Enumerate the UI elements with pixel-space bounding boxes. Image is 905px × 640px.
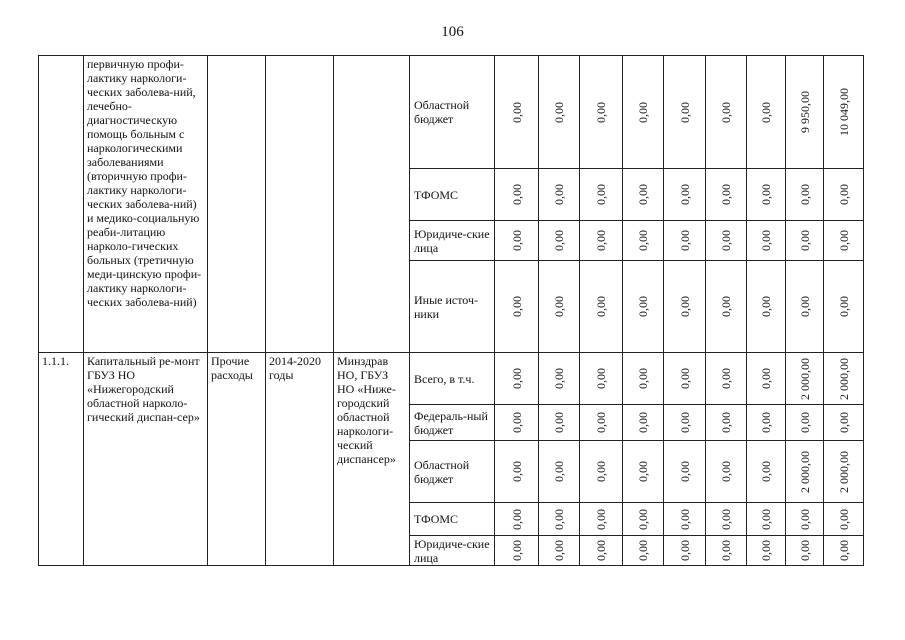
value-cell <box>747 169 786 221</box>
value-text: 0,00 <box>636 230 650 251</box>
value-cell <box>495 353 539 405</box>
value-text: 0,00 <box>594 101 608 123</box>
value-cell <box>747 56 786 169</box>
value-cell <box>539 405 580 441</box>
value-text: 0,00 <box>719 296 733 317</box>
value-text: 10 049,00 <box>836 88 851 136</box>
value-text: 0,00 <box>552 540 566 561</box>
value-cell <box>786 405 824 441</box>
value-cell <box>786 536 824 566</box>
value-cell <box>664 169 706 221</box>
expense-type: Прочие расходы <box>208 353 266 566</box>
value-cell <box>786 353 824 405</box>
value-cell <box>786 261 824 353</box>
value-cell <box>747 221 786 261</box>
value-text: 0,00 <box>594 230 608 251</box>
value-cell <box>495 441 539 503</box>
value-cell <box>706 169 747 221</box>
value-text: 0,00 <box>836 184 851 205</box>
table-row <box>39 56 904 169</box>
value-cell <box>706 405 747 441</box>
value-cell <box>495 221 539 261</box>
value-text: 0,00 <box>509 296 524 317</box>
value-cell <box>824 221 864 261</box>
value-text: 0,00 <box>719 368 733 389</box>
value-cell <box>623 503 664 536</box>
measure-description: Капитальный ре-монт ГБУЗ НО «Нижегородский областной нарколо-гический диспан-сер» <box>84 353 208 566</box>
value-cell <box>580 353 623 405</box>
value-cell <box>539 503 580 536</box>
value-text: 0,00 <box>509 508 524 530</box>
value-cell <box>539 536 580 566</box>
value-text: 0,00 <box>552 368 566 389</box>
value-text: 0,00 <box>677 101 692 123</box>
value-cell <box>786 169 824 221</box>
value-text: 0,00 <box>594 461 608 482</box>
value-text: 0,00 <box>759 368 773 389</box>
measure-description: первичную профи-лактику наркологи-ческих заболева-ний, лечебно-диагностическую помощь больным с наркологическими заболеваниями (вторичную профи-лактику наркологи-ческих заболева-ний) и медико-социальную реаби-литацию нарколо-гических больных (третичную меди-цинскую профи-лактику наркологи-ческих заболева-ний) <box>84 56 208 353</box>
value-text: 0,00 <box>677 412 692 433</box>
value-cell <box>824 405 864 441</box>
funding-source: Областной бюджет <box>410 56 495 169</box>
value-text: 0,00 <box>677 508 692 530</box>
value-cell <box>747 441 786 503</box>
value-text: 2 000,00 <box>797 357 812 400</box>
value-text: 0,00 <box>719 101 733 123</box>
value-text: 0,00 <box>552 101 566 123</box>
value-cell <box>539 221 580 261</box>
value-text: 0,00 <box>719 508 733 530</box>
value-cell <box>664 503 706 536</box>
value-text: 0,00 <box>836 540 851 561</box>
value-cell <box>580 405 623 441</box>
value-text: 0,00 <box>552 184 566 205</box>
value-text: 0,00 <box>759 184 773 205</box>
value-cell <box>623 261 664 353</box>
value-cell <box>623 221 664 261</box>
value-cell <box>706 441 747 503</box>
value-text: 0,00 <box>759 296 773 317</box>
value-cell <box>747 536 786 566</box>
value-text: 0,00 <box>636 412 650 433</box>
value-cell <box>580 221 623 261</box>
value-text: 0,00 <box>677 368 692 389</box>
value-text: 0,00 <box>509 230 524 251</box>
value-text: 0,00 <box>836 230 851 251</box>
value-cell <box>706 353 747 405</box>
funding-source: Федераль-ный бюджет <box>410 405 495 441</box>
value-cell <box>747 503 786 536</box>
value-text: 0,00 <box>677 230 692 251</box>
value-text: 0,00 <box>719 461 733 482</box>
value-cell <box>664 405 706 441</box>
item-number: 1.1.1. <box>39 353 84 566</box>
funding-source: ТФОМС <box>410 503 495 536</box>
funding-source: Юридиче-ские лица <box>410 221 495 261</box>
value-cell <box>539 56 580 169</box>
value-text: 0,00 <box>797 184 812 205</box>
value-text: 0,00 <box>759 508 773 530</box>
value-text: 0,00 <box>759 101 773 123</box>
value-text: 0,00 <box>594 296 608 317</box>
value-text: 0,00 <box>636 540 650 561</box>
value-cell <box>747 261 786 353</box>
table-row <box>39 353 904 405</box>
value-cell <box>664 261 706 353</box>
value-text: 2 000,00 <box>797 450 812 493</box>
value-cell <box>495 405 539 441</box>
value-cell <box>664 441 706 503</box>
value-text: 2 000,00 <box>836 357 851 400</box>
value-cell <box>580 56 623 169</box>
value-cell <box>824 261 864 353</box>
value-text: 0,00 <box>719 230 733 251</box>
number-cell <box>39 56 84 353</box>
value-cell <box>495 503 539 536</box>
value-cell <box>623 169 664 221</box>
value-text: 0,00 <box>836 412 851 433</box>
value-cell <box>580 503 623 536</box>
value-text: 0,00 <box>759 461 773 482</box>
value-text: 0,00 <box>677 540 692 561</box>
value-text: 0,00 <box>797 412 812 433</box>
value-cell <box>580 169 623 221</box>
value-cell <box>824 56 864 169</box>
value-cell <box>495 536 539 566</box>
funding-source: Юридиче-ские лица <box>410 536 495 566</box>
value-text: 0,00 <box>594 540 608 561</box>
value-cell <box>706 503 747 536</box>
value-cell <box>786 56 824 169</box>
value-cell <box>747 353 786 405</box>
value-cell <box>786 221 824 261</box>
value-cell <box>664 536 706 566</box>
value-text: 0,00 <box>636 184 650 205</box>
financing-table <box>38 55 904 566</box>
value-text: 0,00 <box>677 296 692 317</box>
value-text: 0,00 <box>836 296 851 317</box>
value-text: 0,00 <box>636 101 650 123</box>
period-cell <box>266 56 334 353</box>
value-text: 0,00 <box>509 101 524 123</box>
value-text: 0,00 <box>636 508 650 530</box>
expense-type-cell <box>208 56 266 353</box>
value-text: 0,00 <box>509 184 524 205</box>
value-text: 0,00 <box>719 184 733 205</box>
value-cell <box>664 221 706 261</box>
value-cell <box>580 261 623 353</box>
value-cell <box>623 441 664 503</box>
funding-source: Иные источ-ники <box>410 261 495 353</box>
value-cell <box>539 441 580 503</box>
value-text: 0,00 <box>552 508 566 530</box>
value-text: 0,00 <box>677 184 692 205</box>
value-text: 0,00 <box>552 412 566 433</box>
value-text: 0,00 <box>636 368 650 389</box>
value-text: 0,00 <box>552 461 566 482</box>
value-text: 0,00 <box>836 508 851 530</box>
value-text: 0,00 <box>552 230 566 251</box>
value-cell <box>824 353 864 405</box>
value-cell <box>580 441 623 503</box>
value-text: 0,00 <box>719 412 733 433</box>
value-cell <box>580 536 623 566</box>
executor: Минздрав НО, ГБУЗ НО «Ниже-городский областной наркологи-ческий диспансер» <box>334 353 410 566</box>
value-text: 0,00 <box>509 368 524 389</box>
value-cell <box>623 405 664 441</box>
funding-source: Областной бюджет <box>410 441 495 503</box>
value-text: 2 000,00 <box>836 450 851 493</box>
value-text: 0,00 <box>797 508 812 530</box>
value-text: 0,00 <box>759 540 773 561</box>
value-text: 0,00 <box>759 412 773 433</box>
value-cell <box>786 441 824 503</box>
value-text: 0,00 <box>509 412 524 433</box>
value-text: 0,00 <box>636 461 650 482</box>
value-cell <box>664 353 706 405</box>
value-cell <box>747 405 786 441</box>
value-cell <box>824 536 864 566</box>
value-text: 0,00 <box>594 184 608 205</box>
value-cell <box>706 536 747 566</box>
value-cell <box>539 261 580 353</box>
value-text: 0,00 <box>509 461 524 482</box>
value-text: 0,00 <box>509 540 524 561</box>
value-cell <box>495 169 539 221</box>
value-text: 9 950,00 <box>797 91 812 133</box>
executor-cell <box>334 56 410 353</box>
period: 2014-2020 годы <box>266 353 334 566</box>
value-cell <box>623 56 664 169</box>
value-text: 0,00 <box>719 540 733 561</box>
value-cell <box>495 261 539 353</box>
value-text: 0,00 <box>594 508 608 530</box>
value-cell <box>539 169 580 221</box>
value-text: 0,00 <box>797 296 812 317</box>
value-cell <box>623 536 664 566</box>
value-text: 0,00 <box>552 296 566 317</box>
value-cell <box>664 56 706 169</box>
value-text: 0,00 <box>797 230 812 251</box>
funding-source: Всего, в т.ч. <box>410 353 495 405</box>
value-cell <box>495 56 539 169</box>
value-cell <box>623 353 664 405</box>
value-cell <box>706 56 747 169</box>
value-text: 0,00 <box>677 461 692 482</box>
value-cell <box>786 503 824 536</box>
value-text: 0,00 <box>636 296 650 317</box>
page-number: 106 <box>441 24 464 40</box>
funding-source: ТФОМС <box>410 169 495 221</box>
value-text: 0,00 <box>797 540 812 561</box>
value-cell <box>824 441 864 503</box>
value-cell <box>824 169 864 221</box>
value-text: 0,00 <box>594 412 608 433</box>
value-cell <box>706 261 747 353</box>
value-text: 0,00 <box>594 368 608 389</box>
value-cell <box>706 221 747 261</box>
value-cell <box>824 503 864 536</box>
value-text: 0,00 <box>759 230 773 251</box>
value-cell <box>539 353 580 405</box>
